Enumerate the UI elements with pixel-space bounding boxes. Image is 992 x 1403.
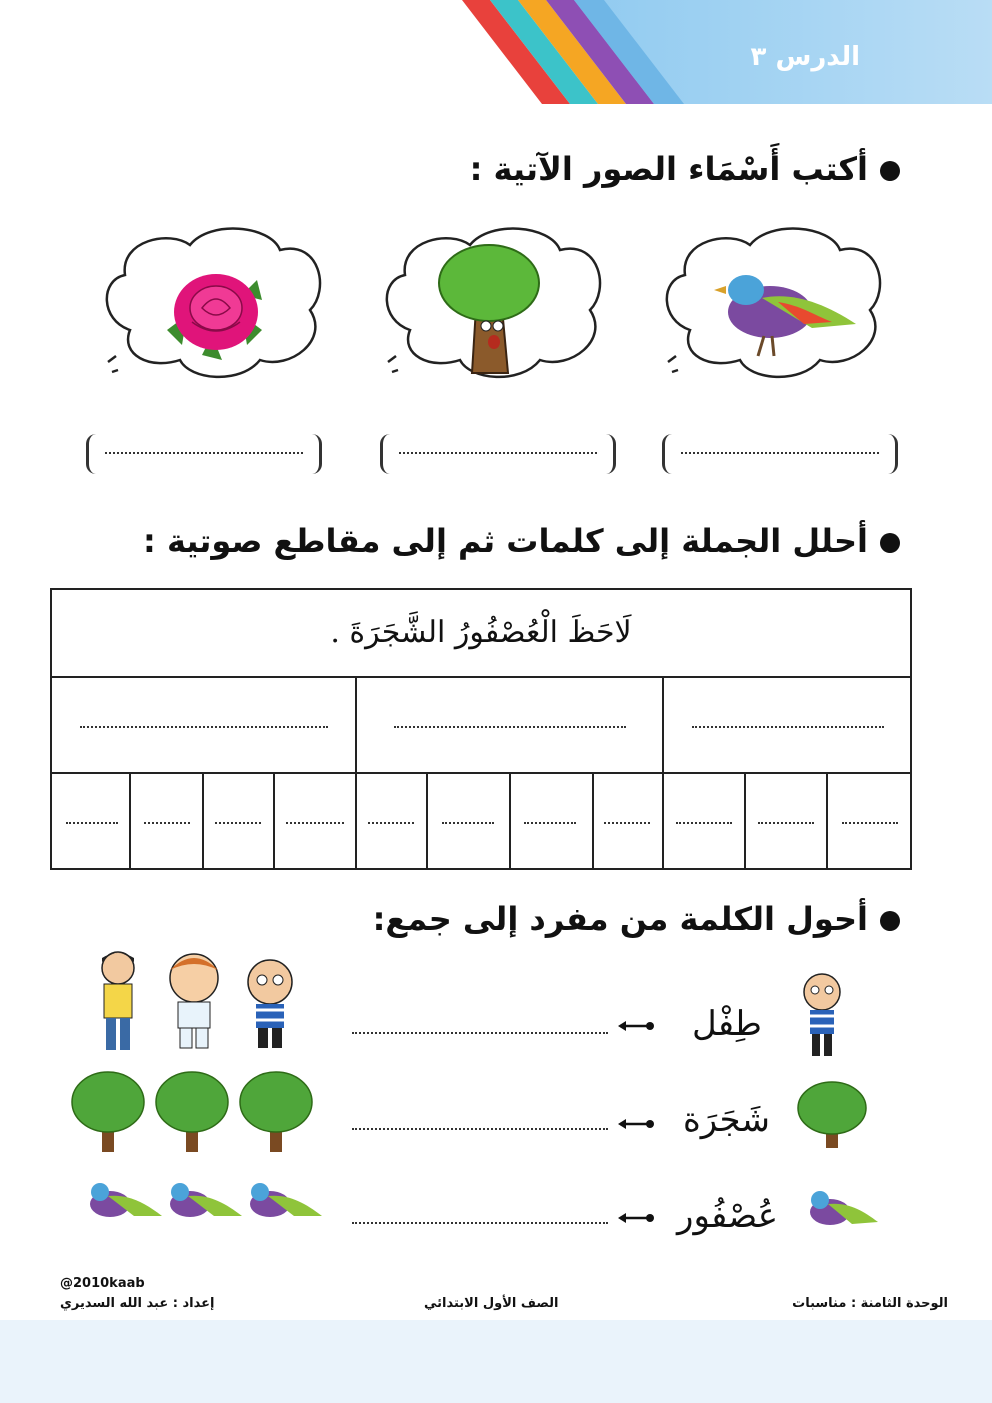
- footer-band: [0, 1320, 992, 1403]
- syllable-blank[interactable]: [66, 822, 118, 824]
- syllable-blank[interactable]: [286, 822, 344, 824]
- syllable-blank[interactable]: [758, 822, 814, 824]
- section1-heading: أكتب أَسْمَاء الصور الآتية :: [470, 150, 900, 188]
- lesson-title: الدرس ٣: [750, 42, 860, 72]
- footer-grade: الصف الأول الابتدائي: [424, 1296, 559, 1311]
- syllable-blank[interactable]: [368, 822, 414, 824]
- arrow-left-icon: [616, 1016, 658, 1036]
- bullet-icon: [880, 161, 900, 181]
- plural-blank-child[interactable]: [352, 1032, 608, 1034]
- syllable-blank[interactable]: [215, 822, 261, 824]
- answer-box-tree[interactable]: [380, 434, 616, 474]
- children-group: [80, 948, 320, 1058]
- answer-box-bird[interactable]: [662, 434, 898, 474]
- footer-handle: @2010kaab: [60, 1276, 145, 1291]
- plural-blank-bird[interactable]: [352, 1222, 608, 1224]
- tree-icon: [794, 1080, 870, 1150]
- tree-icon: [434, 238, 544, 378]
- word-blank-3[interactable]: [80, 726, 328, 728]
- word-row: [52, 676, 910, 774]
- syllable-blank[interactable]: [676, 822, 732, 824]
- plural-blank-tree[interactable]: [352, 1128, 608, 1130]
- footer-unit: الوحدة الثامنة : مناسبات: [792, 1296, 948, 1311]
- syllable-blank[interactable]: [842, 822, 898, 824]
- word-blank-1[interactable]: [692, 726, 884, 728]
- arrow-left-icon: [616, 1114, 658, 1134]
- section2-heading: أحلل الجملة إلى كلمات ثم إلى مقاطع صوتية :: [143, 522, 900, 560]
- syllable-blank[interactable]: [604, 822, 650, 824]
- footer-author: إعداد : عبد الله السديري: [60, 1296, 215, 1311]
- analysis-table: [50, 588, 912, 870]
- syllable-blank[interactable]: [524, 822, 576, 824]
- word-blank-2[interactable]: [394, 726, 626, 728]
- singular-word-child: طِفْل: [691, 1004, 762, 1044]
- arrow-left-icon: [616, 1208, 658, 1228]
- child-icon: [800, 972, 844, 1058]
- rose-icon: [162, 260, 270, 364]
- trees-group: [70, 1070, 320, 1156]
- bird-icon: [804, 1186, 880, 1236]
- sentence-cell: لَاحَظَ الْعُصْفُورُ الشَّجَرَةَ .: [52, 590, 910, 678]
- syllable-blank[interactable]: [144, 822, 190, 824]
- birds-group: [84, 1176, 324, 1236]
- bullet-icon: [880, 533, 900, 553]
- singular-word-tree: شَجَرَة: [682, 1100, 770, 1140]
- singular-word-bird: عُصْفُور: [677, 1196, 778, 1236]
- answer-box-rose[interactable]: [86, 434, 322, 474]
- bullet-icon: [880, 911, 900, 931]
- syllable-blank[interactable]: [442, 822, 494, 824]
- bird-icon: [712, 262, 858, 362]
- section3-heading: أحول الكلمة من مفرد إلى جمع:: [373, 900, 900, 938]
- child-icon: [102, 952, 134, 1050]
